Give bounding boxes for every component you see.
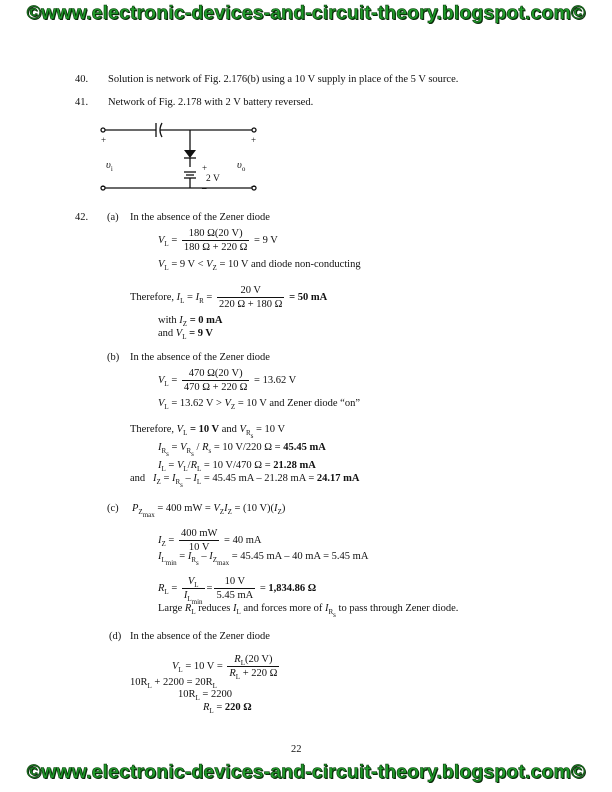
part-c-eq5: Large $R_L$ reduces $I_L$ and forces more of $I_{R_s}$ to pass through Zener diode. xyxy=(158,603,459,619)
part-b-eq2: $V_L = 13.62$ $V > V_Z = 10$ V and Zener diode “on” xyxy=(158,398,360,411)
part-c-eq4: $R_L$ = $\frac{V_L}{I_{L_{min}}}$ = $\frac{10 V}{5.45 mA}$ = 1,834.86 Ω xyxy=(158,576,317,606)
diode-icon xyxy=(184,150,196,158)
battery-label: 2 V xyxy=(206,174,220,184)
part-a-eq3: Therefore, $I_L = I_R$ = $\frac{20 V}{220 \Omega + 180 \Omega}$ = 50 mA xyxy=(130,285,328,310)
part-d-eq3: $10R_L = 2200$ xyxy=(178,689,232,702)
input-plus: + xyxy=(101,135,107,145)
part-b-eq6: and $I_Z = I_{R_s} - I_L = 45.45$ mA – 21.28 mA = 24.17 mA xyxy=(130,473,360,489)
part-b-eq5: $I_L = V_L/R_L = 10$ V/470 Ω = 21.28 mA xyxy=(158,460,316,473)
part-b-intro: In the absence of the Zener diode xyxy=(130,352,270,363)
part-b-label: (b) xyxy=(107,352,120,363)
output-plus: + xyxy=(251,135,257,145)
part-b-eq4: $I_{R_s} = V_{R_s} / R_s = 10$ V/220 Ω = 45.45 mA xyxy=(158,442,326,458)
item-number-41: 41. xyxy=(75,97,89,108)
input-minus: – xyxy=(101,181,106,191)
part-d-label: (d) xyxy=(109,631,122,642)
part-c-eq2: $I_Z$ = $\frac{400 mW}{10 V}$ = 40 mA xyxy=(158,528,262,553)
part-c-label: (c) xyxy=(107,503,119,514)
part-d-intro: In the absence of the Zener diode xyxy=(130,631,270,642)
part-a-eq4: with $I_Z = 0$ mA xyxy=(158,315,223,328)
item-number-42: 42. xyxy=(75,212,89,223)
part-b-eq3: Therefore, $V_L = 10$ V and $V_{R_s} = 10$ V xyxy=(130,424,286,440)
item-40-text: Solution is network of Fig. 2.176(b) using a 10 V supply in place of the 5 V source. xyxy=(108,74,459,85)
part-a-eq2: $V_L = 9$ $V < V_Z = 10$ V and diode non-conducting xyxy=(158,259,361,272)
item-41-text: Network of Fig. 2.178 with 2 V battery reversed. xyxy=(108,97,314,108)
part-c-eq3: $I_{L_{min}} = I_{R_s} - I_{Z_{max}} = 45.45$ mA – 40 mA = 5.45 mA xyxy=(158,551,369,567)
part-d-eq1: $V_L = 10$ V = $\frac{R_L(20 V)}{R_L + 220 \Omega}$ xyxy=(172,654,278,681)
output-minus: – xyxy=(251,181,256,191)
battery-minus: – xyxy=(202,183,207,193)
part-d-eq4: $R_L = 220$ Ω xyxy=(203,702,252,715)
part-c-eq1: $P_{Z_{max}} = 400$ mW = $V_ZI_Z = (10$ $V)(I_Z)$ xyxy=(132,503,286,519)
part-a-label: (a) xyxy=(107,212,119,223)
item-number-40: 40. xyxy=(75,74,89,85)
vi-label: $\upsilon_i$ xyxy=(106,160,113,173)
vo-label: $\upsilon_o$ xyxy=(237,160,246,173)
part-b-eq1: $V_L$ = $\frac{470 \Omega(20 V)}{470 \Omega + 220 \Omega}$ = 13.62 V xyxy=(158,368,297,393)
page-number: 22 xyxy=(291,744,302,755)
header-watermark: ©www.electronic-devices-and-circuit-theory.blogspot.com© xyxy=(26,2,586,24)
part-a-eq1: $V_L$ = $\frac{180 \Omega(20 V)}{180 \Omega + 220 \Omega}$ = 9 V xyxy=(158,228,278,253)
part-d-eq2: $10R_L + 2200 = 20R_L$ xyxy=(130,677,217,690)
circuit-diagram xyxy=(100,118,260,193)
battery-plus: + xyxy=(202,163,208,173)
part-a-eq5: and $V_L = 9$ V xyxy=(158,328,214,341)
part-a-intro: In the absence of the Zener diode xyxy=(130,212,270,223)
footer-watermark: ©www.electronic-devices-and-circuit-theory.blogspot.com© xyxy=(26,761,586,783)
